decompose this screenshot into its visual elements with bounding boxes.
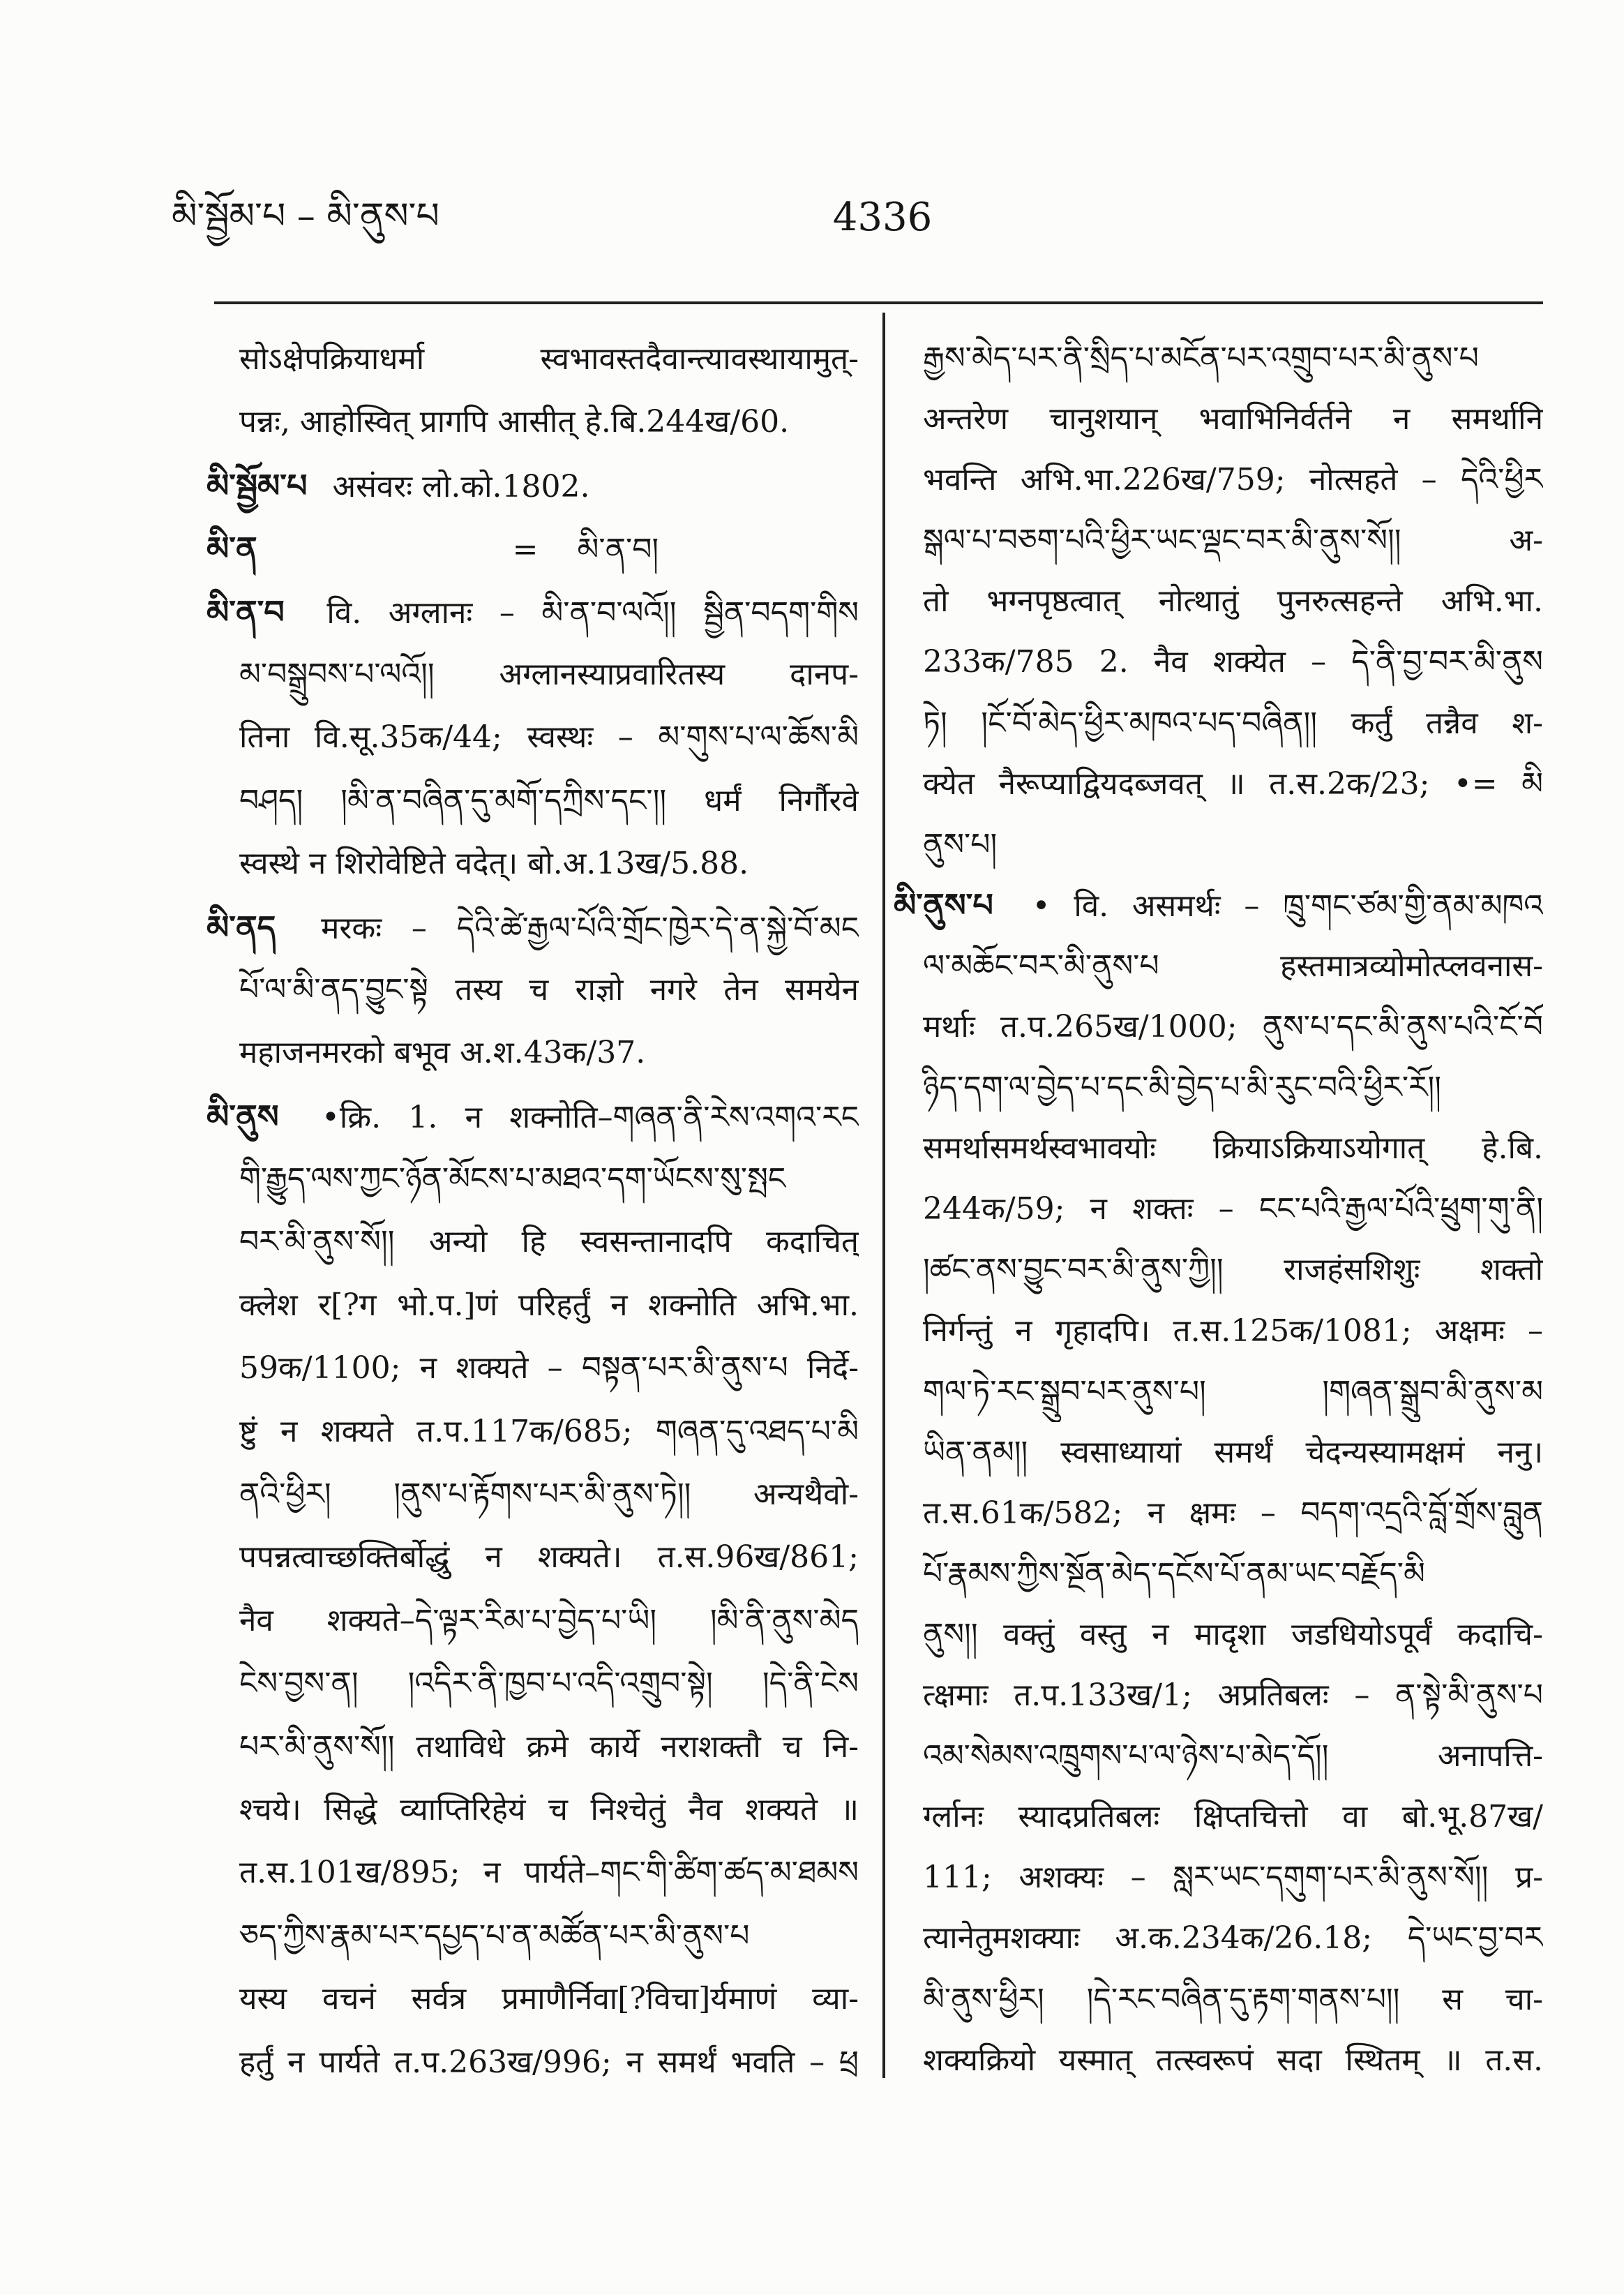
text-line bbox=[206, 328, 859, 391]
entry-line bbox=[206, 896, 859, 959]
headword: མི་ནུས bbox=[206, 1097, 279, 1135]
line-content bbox=[239, 391, 789, 454]
line-content bbox=[923, 1179, 1543, 1239]
text-line bbox=[206, 1148, 859, 1211]
line-content bbox=[206, 896, 859, 959]
text-line bbox=[894, 328, 1543, 389]
line-content bbox=[923, 1726, 1543, 1786]
text-line bbox=[206, 959, 859, 1022]
entry-line bbox=[206, 517, 859, 580]
text-line bbox=[206, 643, 859, 706]
line-content bbox=[923, 449, 1543, 510]
entry-text: གི་རྒྱུད་ལས་ཀྱང་ཉོན་མོངས་པ་མཐའ་དག་ཡོངས་སུ་སྤང bbox=[239, 1161, 786, 1197]
entry-text: अन्तरेण चानुशयान् भवाभिनिर्वर्तने न समर्थानि bbox=[923, 401, 1543, 438]
line-content bbox=[206, 1085, 859, 1148]
line-content bbox=[239, 1148, 859, 1211]
line-content bbox=[923, 996, 1543, 1057]
text-line bbox=[894, 1301, 1543, 1361]
text-line bbox=[206, 1716, 859, 1779]
text-line bbox=[894, 1969, 1543, 2030]
line-content bbox=[923, 631, 1543, 692]
text-line bbox=[894, 1543, 1543, 1604]
text-line bbox=[206, 1652, 859, 1715]
entry-text: མ་བསྒྲུབས་པ་ལའོ།། अग्लानस्याप्रवारितस्य दानप- bbox=[239, 656, 859, 692]
line-content bbox=[923, 936, 1543, 996]
entry-text: གལ་ཏེ་རང་སྒྲུབ་པར་ནུས་པ། །གཞན་སྒྲུབ་མི་ནུས་མ bbox=[923, 1373, 1543, 1410]
line-content bbox=[239, 1590, 859, 1652]
text-line bbox=[894, 1239, 1543, 1300]
entry-text: ष्टुं न शक्यते त.प.117क/685; གཞན་དུ་འཐད་པ་མི bbox=[239, 1413, 859, 1449]
text-line bbox=[206, 1463, 859, 1526]
left-column bbox=[206, 328, 859, 2094]
text-line bbox=[206, 1779, 859, 1841]
entry-text: ལ་མཆོང་བར་མི་ནུས་པ हस्तमात्रव्योमोत्प्लवनास- bbox=[923, 948, 1543, 984]
page-number: 4336 bbox=[832, 195, 933, 240]
headword: མི་ནད bbox=[206, 908, 276, 946]
line-content bbox=[923, 1604, 1543, 1665]
text-line bbox=[894, 1847, 1543, 1908]
entry-text: त्यानेतुमशक्याः अ.क.234क/26.18; དེ་ཡང་བྱ་བར bbox=[923, 1920, 1543, 1957]
line-content bbox=[923, 1786, 1543, 1847]
line-content bbox=[239, 328, 859, 391]
headword: མི་སྦྱོམ་པ bbox=[206, 466, 308, 504]
line-content bbox=[239, 959, 859, 1022]
entry-text: निर्गन्तुं न गृहादपि। त.स.125क/1081; अक्षमः – bbox=[923, 1313, 1543, 1349]
entry-text: त.स.61क/582; न क्षमः – བདག་འདྲའི་བློ་གྲོས་བླུན bbox=[923, 1495, 1543, 1531]
entry-text: བཤད། །མི་ན་བཞིན་དུ་མགོ་དཀྲིས་དང་།། धर्मं निर्गौरवे bbox=[239, 782, 859, 818]
entry-text: र्ग्लानः स्यादप्रतिबलः क्षिप्तचित्तो वा बो.भू.87ख/ bbox=[923, 1799, 1543, 1835]
line-content bbox=[923, 693, 1543, 754]
line-content bbox=[206, 517, 659, 580]
text-line bbox=[206, 391, 859, 454]
entry-text: ཡིན་ནམ།། स्वसाध्यायां समर्थं चेदन्यस्यामक्षमं ननु। bbox=[923, 1434, 1543, 1470]
text-line bbox=[894, 571, 1543, 631]
entry-text: ནུས་པ། bbox=[923, 826, 998, 862]
line-content bbox=[239, 1022, 645, 1084]
entry-text: ངེས་བྱས་ན། །འདིར་ནི་ཁྱབ་པ་འདི་འགྲུབ་སྟེ། །དེ་ནི་ངེས bbox=[239, 1666, 859, 1702]
headword: མི་ནུས་པ bbox=[894, 885, 993, 924]
entry-text: པར་མི་ནུས་སོ།། तथाविधे क्रमे कार्ये नराशक्तौ च नि- bbox=[239, 1728, 859, 1765]
entry-text: ནུས།། वक्तुं वस्तु न मादृशा जडधियोऽपूर्वं कदाचि- bbox=[923, 1616, 1543, 1652]
entry-text: नैव शक्यते–དེ་ལྟར་རིམ་པ་བྱེད་པ་ཡི། །མི་ནི་ནུས་མེད bbox=[239, 1602, 859, 1638]
line-content bbox=[239, 832, 749, 895]
line-content bbox=[239, 643, 859, 706]
column-divider bbox=[882, 313, 885, 2078]
line-content bbox=[923, 1969, 1543, 2030]
text-line bbox=[206, 1590, 859, 1652]
entry-text: भवन्ति अभि.भा.226ख/759; नोत्सहते – དེའི་ཕྱིར bbox=[923, 462, 1543, 498]
line-content bbox=[923, 2030, 1543, 2091]
line-content bbox=[206, 454, 590, 517]
line-content bbox=[239, 1463, 859, 1526]
line-content bbox=[239, 1905, 859, 1968]
line-content bbox=[923, 1543, 1543, 1604]
line-content bbox=[923, 1361, 1543, 1422]
text-line bbox=[206, 1968, 859, 2031]
entry-line bbox=[894, 875, 1543, 936]
entry-line bbox=[206, 454, 859, 517]
entry-line bbox=[206, 581, 859, 643]
text-line bbox=[894, 1665, 1543, 1726]
entry-text: समर्थासमर्थस्वभावयोः क्रियाऽक्रियाऽयोगात् हे.बि. bbox=[923, 1130, 1543, 1167]
entry-line bbox=[206, 1085, 859, 1148]
text-line bbox=[894, 1483, 1543, 1543]
right-column bbox=[894, 328, 1543, 2091]
line-content bbox=[239, 1841, 859, 1904]
running-head: མི་སྦྱོམ་པ – མི་ནུས་པ bbox=[172, 195, 439, 237]
text-line bbox=[894, 631, 1543, 692]
entry-text: त.स.101ख/895; न पार्यते–གང་གི་ཚིག་ཚད་མ་ཐམས bbox=[239, 1855, 859, 1891]
line-content bbox=[923, 1665, 1543, 1726]
line-content bbox=[239, 706, 859, 769]
line-content bbox=[239, 2031, 859, 2094]
entry-text: • वि. असमर्थः – ཁྲུ་གང་ཙམ་གྱི་ནམ་མཁའ bbox=[1032, 888, 1543, 924]
line-content bbox=[894, 875, 1543, 936]
line-content bbox=[923, 328, 1543, 389]
entry-text: स्वस्थे न शिरोवेष्टिते वदेत्। बो.अ.13ख/5.88. bbox=[239, 846, 749, 882]
entry-text: शक्यक्रियो यस्मात् तत्स्वरूपं सदा स्थितम् ॥ त.स. bbox=[923, 2042, 1543, 2078]
line-content bbox=[239, 1779, 859, 1841]
text-line bbox=[206, 1274, 859, 1337]
entry-text: 233क/785 2. नैव शक्येत – དེ་ནི་བྱ་བར་མི་ནུས bbox=[923, 644, 1543, 680]
entry-text: 59क/1100; न शक्यते – བསྟན་པར་མི་ནུས་པ निर्दे- bbox=[239, 1350, 859, 1386]
entry-text: यस्य वचनं सर्वत्र प्रमाणैर्निवा[?विचा]र्यमाणं व्या- bbox=[239, 1981, 859, 2017]
entry-text: སྒལ་པ་བཅག་པའི་ཕྱིར་ཡང་ལྡང་བར་མི་ནུས་སོ།། अ- bbox=[923, 523, 1543, 559]
line-content bbox=[923, 1057, 1543, 1118]
entry-text: मर्थाः त.प.265ख/1000; ནུས་པ་དང་མི་ནུས་པའི་ངོ་བོ bbox=[923, 1009, 1543, 1045]
line-content bbox=[923, 1847, 1543, 1908]
text-line bbox=[206, 1526, 859, 1589]
headword: མི་ན་བ bbox=[206, 592, 285, 631]
line-content bbox=[239, 1211, 859, 1273]
text-line bbox=[894, 1422, 1543, 1483]
entry-text: ནའི་ཕྱིར། །ནུས་པ་རྟོགས་པར་མི་ནུས་ཏེ།། अन्यथैवो- bbox=[239, 1477, 859, 1513]
line-content bbox=[923, 1483, 1543, 1543]
line-content bbox=[239, 770, 859, 832]
entry-text: རྒྱས་མེད་པར་ནི་སྲིད་པ་མངོན་པར་འགྲུབ་པར་མི་ནུས་པ bbox=[923, 341, 1479, 376]
line-content bbox=[923, 814, 997, 875]
line-content bbox=[239, 1274, 859, 1337]
entry-text: ཅད་ཀྱིས་རྣམ་པར་དཔྱད་པ་ན་མཚོན་པར་མི་ནུས་པ bbox=[239, 1918, 750, 1954]
entry-text: 111; अशक्यः – སླར་ཡང་དགུག་པར་མི་ནུས་སོ།། प्र- bbox=[923, 1860, 1543, 1896]
line-content bbox=[923, 1301, 1543, 1361]
line-content bbox=[206, 581, 859, 643]
text-line bbox=[206, 1841, 859, 1904]
line-content bbox=[239, 1968, 859, 2031]
entry-text: བར་མི་ནུས་སོ།། अन्यो हि स्वसन्तानादपि कदाचित् bbox=[239, 1224, 859, 1260]
entry-text: །ཚང་ནས་བྱུང་བར་མི་ནུས་ཀྱི།། राजहंसशिशुः शक्तो bbox=[923, 1252, 1543, 1288]
line-content bbox=[923, 1118, 1543, 1179]
line-content bbox=[923, 389, 1543, 449]
text-line bbox=[206, 1022, 859, 1084]
line-content bbox=[239, 1716, 859, 1779]
text-line bbox=[206, 770, 859, 832]
cross-reference: མི་ན་བ། bbox=[577, 532, 659, 568]
entry-text: པོ་ལ་མི་ནད་བྱུང་སྟེ तस्य च राज्ञो नगरे तेन समयेन bbox=[239, 971, 859, 1008]
entry-text: हर्तुं न पार्यते त.प.263ख/996; न समर्थं भवति – ཕྲ bbox=[239, 2044, 859, 2080]
entry-text: = bbox=[512, 532, 539, 568]
line-content bbox=[923, 510, 1543, 571]
text-line bbox=[894, 1726, 1543, 1786]
text-line bbox=[206, 1400, 859, 1463]
entry-text: 244क/59; न शक्तः – ངང་པའི་རྒྱལ་པོའི་ཕྲུག་གུ་ནི། bbox=[923, 1191, 1543, 1227]
text-line bbox=[894, 2030, 1543, 2091]
entry-text: मरकः – དེའི་ཚེ་རྒྱལ་པོའི་གྲོང་ཁྱེར་དེ་ན་སྐྱེ་བོ་མང bbox=[321, 910, 859, 946]
text-line bbox=[894, 1786, 1543, 1847]
line-content bbox=[923, 1422, 1543, 1483]
text-line bbox=[894, 814, 1543, 875]
entry-text: तिना वि.सू.35क/44; स्वस्थः – མ་གུས་པ་ལ་ཆོས་མི bbox=[239, 719, 859, 756]
text-line bbox=[894, 1118, 1543, 1179]
text-line bbox=[894, 754, 1543, 814]
entry-text: पपन्नत्वाच्छक्तिर्बोद्धुं न शक्यते। त.स.96ख/861; bbox=[239, 1539, 859, 1576]
headword: མི་ན bbox=[206, 530, 257, 568]
entry-text: •क्रि. 1. न शक्नोति–གཞན་ནི་རེས་འགའ་རང bbox=[321, 1099, 859, 1135]
text-line bbox=[894, 693, 1543, 754]
text-line bbox=[894, 1179, 1543, 1239]
text-line bbox=[206, 832, 859, 895]
header-rule bbox=[214, 301, 1543, 304]
line-content bbox=[923, 571, 1543, 631]
text-line bbox=[894, 510, 1543, 571]
line-content bbox=[239, 1337, 859, 1400]
text-line bbox=[894, 1057, 1543, 1118]
text-line bbox=[206, 1905, 859, 1968]
text-line bbox=[894, 1604, 1543, 1665]
text-line bbox=[206, 1337, 859, 1400]
entry-text: वि. अग्लानः – མི་ན་བ་ལའོ།། སྦྱིན་བདག་གིས bbox=[326, 595, 859, 631]
entry-text: क्लेश र[?ग भो.प.]णं परिहर्तुं न शक्नोति अभि.भा. bbox=[239, 1287, 859, 1323]
line-content bbox=[923, 1908, 1543, 1968]
entry-text: असंवरः लो.को.1802. bbox=[332, 468, 590, 504]
text-line bbox=[894, 1361, 1543, 1422]
text-line bbox=[894, 936, 1543, 996]
entry-text: महाजनमरको बभूव अ.श.43क/37. bbox=[239, 1035, 646, 1071]
text-line bbox=[894, 996, 1543, 1057]
line-content bbox=[239, 1526, 859, 1589]
text-line bbox=[894, 449, 1543, 510]
line-content bbox=[923, 754, 1543, 814]
text-line bbox=[206, 1211, 859, 1273]
entry-text: सोऽक्षेपक्रियाधर्मा स्वभावस्तदैवान्त्यावस्थायामुत्- bbox=[239, 341, 859, 377]
text-line bbox=[206, 2031, 859, 2094]
entry-text: ཉིད་དག་ལ་བྱེད་པ་དང་མི་བྱེད་པ་མི་རུང་བའི་ཕྱིར་རོ།། bbox=[923, 1070, 1442, 1106]
entry-text: क्येत नैरूप्याद्वियदब्जवत् ॥ त.स.2क/23; •= མི bbox=[923, 765, 1543, 802]
line-content bbox=[239, 1652, 859, 1715]
entry-text: त्क्षमाः त.प.133ख/1; अप्रतिबलः – ན་སྟེ་མི་ནུས་པ bbox=[923, 1677, 1543, 1714]
entry-text: ཏེ། །ངོ་བོ་མེད་ཕྱིར་མཁའ་པད་བཞིན།། कर्तुं तन्नैव श- bbox=[923, 705, 1543, 741]
text-line bbox=[894, 1908, 1543, 1968]
text-line bbox=[206, 706, 859, 769]
text-line bbox=[894, 389, 1543, 449]
entry-text: མི་ནུས་ཕྱིར། །དེ་རང་བཞིན་དུ་རྟག་གནས་པ།། स चा- bbox=[923, 1981, 1543, 2017]
entry-text: पन्नः, आहोस्वित् प्रागपि आसीत् हे.बि.244ख/60. bbox=[239, 404, 790, 440]
entry-text: तो भग्नपृष्ठत्वात् नोत्थातुं पुनरुत्सहन्ते अभि.भा. bbox=[923, 583, 1543, 620]
line-content bbox=[239, 1400, 859, 1463]
line-content bbox=[923, 1239, 1543, 1300]
entry-text: པོ་རྣམས་ཀྱིས་སྔོན་མེད་དངོས་པོ་ནམ་ཡང་བརྗོད་མི bbox=[923, 1555, 1425, 1592]
entry-text: འམ་སེམས་འཁྲུགས་པ་ལ་ཉེས་པ་མེད་དོ།། अनापत्ति- bbox=[923, 1738, 1543, 1774]
entry-text: श्चये। सिद्धे व्याप्तिरिहेयं च निश्चेतुं नैव शक्यते ॥ bbox=[239, 1791, 859, 1827]
